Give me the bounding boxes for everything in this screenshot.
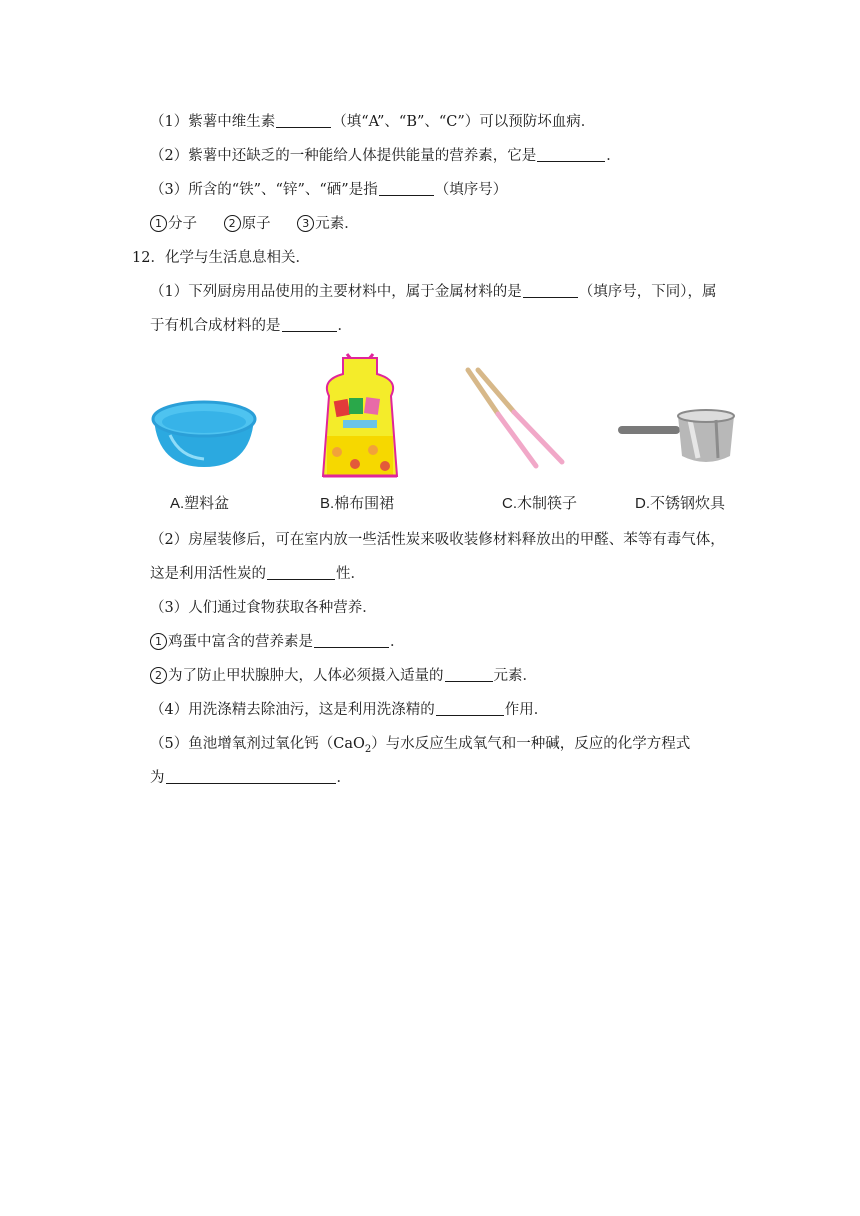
q11-part2 [150,146,621,166]
q12-part3-2-text: 为了防止甲状腺肿大，人体必须摄入适量的 [168,668,444,684]
answer-blank[interactable] [523,283,578,298]
stainless-pot-image [616,402,740,468]
sub-number-2: 2 [150,667,167,684]
answer-blank[interactable] [379,181,434,196]
q12-part5-text-2: 为 [150,770,165,786]
option-3-label: 元素． [315,216,359,232]
q12-part2-text: 这是利用活性炭的 [150,566,266,582]
caption-c: C.木制筷子 [502,495,578,512]
q11-part1-text: （1）紫薯中维生素 [150,114,276,130]
answer-blank[interactable] [537,147,605,162]
subscript-2: 2 [364,743,372,755]
q11-options [150,214,359,234]
q11-part1-text-end: （填“A”、“B”、“C”）可以预防坏血病． [332,114,596,130]
option-number-2: 2 [224,215,241,232]
option-1-label: 分子 [168,216,197,232]
q12-part1-text-2: 于有机合成材料的是 [150,318,281,334]
q12-part4-text-end: 作用． [504,702,549,718]
q11-part2-text-end: ． [606,148,621,164]
q11-part3-text: （3）所含的“铁”、“锌”、“硒”是指 [150,182,378,198]
answer-blank[interactable] [166,769,336,784]
answer-blank[interactable] [436,701,504,716]
q12-part5-text-end: ）与水反应生成氧气和一种碱，反应的化学方程式 [371,736,691,752]
q11-part1 [150,112,595,132]
caption-a: A.塑料盆 [170,495,230,512]
q12-part1 [150,282,716,302]
q12-part4-text: （4）用洗涤精去除油污，这是利用洗涤精的 [150,702,435,718]
q11-part3-text-end: （填序号） [434,182,508,198]
plastic-basin-image [150,395,258,475]
answer-blank[interactable] [445,667,493,682]
q12-part5-text: （5）鱼池增氧剂过氧化钙（CaO [150,736,365,752]
caption-b: B.棉布围裙 [320,495,395,512]
option-number-3: 3 [297,215,314,232]
q12-part1-text: （1）下列厨房用品使用的主要材料中，属于金属材料的是 [150,284,522,300]
answer-blank[interactable] [276,113,331,128]
q12-part3-2 [150,666,537,686]
q12-part3-1-text: 鸡蛋中富含的营养素是 [168,634,313,650]
sub-number-1: 1 [150,633,167,650]
q12-part2: （2）房屋装修后，可在室内放一些活性炭来吸收装修材料释放出的甲醛、苯等有毒气体， [150,532,725,548]
option-number-1: 1 [150,215,167,232]
q12-stem: 12．化学与生活息息相关． [132,250,310,266]
wooden-chopsticks-image [462,366,570,470]
q12-part4 [150,700,548,720]
q12-part5-text-3: ． [336,770,351,786]
q11-part3 [150,180,507,200]
caption-d: D.不锈钢炊具 [635,495,726,512]
q12-part2-text-end: 性． [336,566,365,582]
q12-part5-cont [150,768,351,788]
q12-part5 [150,734,690,760]
answer-blank[interactable] [267,565,335,580]
answer-blank[interactable] [282,317,337,332]
q12-part1-cont [150,316,352,336]
q12-part1-text-3: ． [337,318,352,334]
q12-part3-2-text-end: 元素． [493,668,537,684]
q12-part2-cont [150,564,365,584]
q11-part2-text: （2）紫薯中还缺乏的一种能给人体提供能量的营养素，它是 [150,148,537,164]
option-2-label: 原子 [241,216,271,232]
q12-part3-1-text-end: ． [390,634,405,650]
q12-part3-1 [150,632,405,652]
cotton-apron-image [313,352,407,480]
q12-part3: （3）人们通过食物获取各种营养． [150,600,377,616]
answer-blank[interactable] [314,633,389,648]
q12-part1-text-end: （填序号，下同），属 [578,284,717,300]
